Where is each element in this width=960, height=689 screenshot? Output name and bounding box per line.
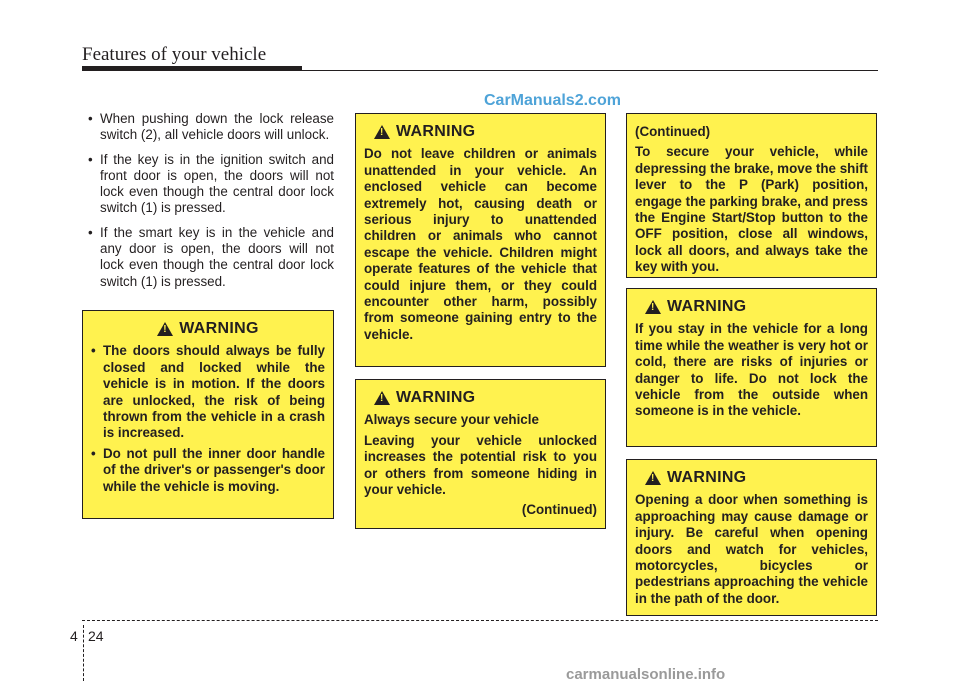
warning-box-secure: [355, 379, 606, 529]
warning-list: [91, 343, 325, 495]
bullet-item: • If the smart key is in the vehicle and any door is open, the doors will not lock even though the central door lock switch (1) is pressed.: [88, 225, 334, 290]
warning-title: WARNING: [179, 320, 259, 337]
warning-title: WARNING: [396, 389, 476, 406]
warning-text: If you stay in the vehicle for a long time while the weather is very hot or cold, there are risks of injuries or danger to life. Do not lock the vehicle from the outside when someone is in the vehicle.: [635, 321, 868, 419]
page-number: 24: [88, 628, 104, 644]
warning-subtitle: Always secure your vehicle: [364, 412, 539, 428]
warning-heading: [364, 390, 597, 406]
watermark-bottom: carmanualsonline.info: [566, 666, 726, 683]
warning-heading: [635, 470, 868, 486]
bullet-item: • If the key is in the ignition switch and front door is open, the doors will not lock even though the central door lock switch (1) is pressed.: [88, 152, 334, 217]
footer-rule: [82, 620, 878, 621]
warning-box-temperature: [626, 288, 877, 447]
warning-text: To secure your vehicle, while depressing the brake, move the shift lever to the P (Park) position, engage the parking brake, and press the Engine Start/Stop button to the OFF position, close all windows, lock all doors, and always take the key with you.: [635, 144, 868, 275]
watermark-top: CarManuals2.com: [484, 92, 621, 109]
chapter-number: 4: [70, 628, 78, 644]
header-rule: [302, 70, 878, 71]
warning-text: Leaving your vehicle unlocked increases the potential risk to you or others from someone hiding in your vehicle.: [364, 432, 597, 498]
warning-box-children: [355, 113, 606, 367]
bullet-list: [88, 111, 334, 298]
warning-text: Opening a door when something is approaching may cause damage or injury. Be careful when opening doors and watch for vehicles, motorcycles, bicycles or pedestrians approaching the vehicle in the path of the door.: [635, 492, 868, 606]
warning-triangle-icon: [157, 322, 173, 336]
warning-list-item: • The doors should always be fully closed and locked while the vehicle is in motion. If the doors are unlocked, the risk of being thrown from the vehicle in a crash is increased.: [91, 343, 325, 441]
warning-title: WARNING: [667, 298, 747, 315]
warning-box-doors: [82, 310, 334, 519]
warning-triangle-icon: [374, 125, 390, 139]
warning-text: Do not leave children or animals unattended in your vehicle. An enclosed vehicle can become extremely hot, causing death or serious injury to unattended children or animals who cannot escape the vehicle. Children might operate features of the vehicle that could injure them, or they could encounter other harm, possibly from someone gaining entry to the vehicle.: [364, 146, 597, 342]
continued-label: (Continued): [521, 502, 597, 518]
warning-triangle-icon: [645, 300, 661, 314]
warning-list-item: • Do not pull the inner door handle of the driver's or passenger's door while the vehicle is moving.: [91, 446, 325, 495]
warning-title: WARNING: [667, 469, 747, 486]
footer-divider: [83, 625, 85, 681]
continued-label: (Continued): [635, 124, 711, 139]
warning-box-opening-door: [626, 459, 877, 616]
header-bar: [82, 66, 302, 71]
warning-heading: [91, 321, 325, 337]
page-header-title: Features of your vehicle: [82, 44, 267, 65]
warning-title: WARNING: [396, 123, 476, 140]
warning-triangle-icon: [645, 471, 661, 485]
warning-heading: [364, 124, 597, 140]
warning-heading: [635, 299, 868, 315]
bullet-item: • When pushing down the lock release switch (2), all vehicle doors will unlock.: [88, 111, 334, 144]
warning-triangle-icon: [374, 391, 390, 405]
warning-box-secure-continued: [626, 113, 877, 278]
